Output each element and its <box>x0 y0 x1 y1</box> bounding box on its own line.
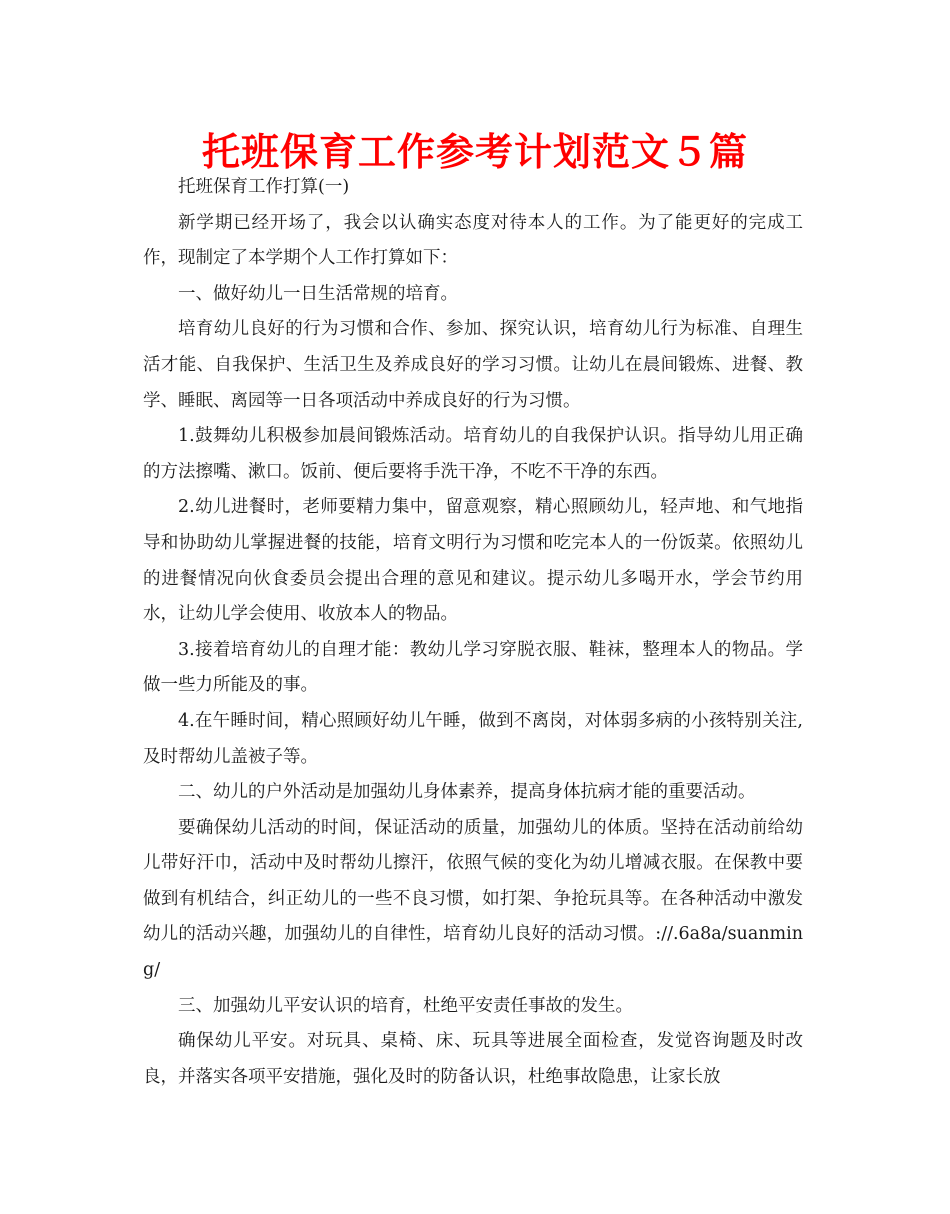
document-body <box>143 170 803 1095</box>
paragraph: 新学期已经开场了，我会以认确实态度对待本人的工作。为了能更好的完成工作，现制定了本学期个人工作打算如下： <box>143 212 803 269</box>
paragraph: 一、做好幼儿一日生活常规的培育。 <box>178 283 458 304</box>
document-title: 托班保育工作参考计划范文５篇 <box>201 130 748 174</box>
paragraph: 托班保育工作打算(一) <box>178 177 350 197</box>
paragraph: 三、加强幼儿平安认识的培育，杜绝平安责任事故的发生。 <box>178 995 633 1016</box>
paragraph: 4.在午睡时间，精心照顾好幼儿午睡，做到不离岗，对体弱多病的小孩特别关注,及时帮幼儿盖被子等。 <box>143 710 803 767</box>
paragraph: 确保幼儿平安。对玩具、桌椅、床、玩具等进展全面检查，发觉咨询题及时改良，并落实各项平安措施，强化及时的防备认识，杜绝事故隐患，让家长放 <box>143 1031 803 1087</box>
paragraph: 培育幼儿良好的行为习惯和合作、参加、探究认识，培育幼儿行为标准、自理生活才能、自我保护、生活卫生及养成良好的学习习惯。让幼儿在晨间锻炼、进餐、教学、睡眠、离园等一日各项活动中养成良好的行为习惯。 <box>143 319 803 411</box>
paragraph: 1.鼓舞幼儿积极参加晨间锻炼活动。培育幼儿的自我保护认识。指导幼儿用正确的方法擦嘴、漱口。饭前、便后要将手洗干净，不吃不干净的东西。 <box>143 426 803 482</box>
paragraph: 二、幼儿的户外活动是加强幼儿身体素养，提高身体抗病才能的重要活动。 <box>178 782 756 803</box>
paragraph: 要确保幼儿活动的时间，保证活动的质量，加强幼儿的体质。坚持在活动前给幼儿带好汗巾，活动中及时帮幼儿擦汗，依照气候的变化为幼儿增减衣服。在保教中要做到有机结合，纠正幼儿的一些不良习惯，如打架、争抢玩具等。在各种活动中激发幼儿的活动兴趣，加强幼儿的自律性，培育幼儿良好的活动习惯。://.6a8a/suanming/ <box>143 817 803 981</box>
paragraph: 3.接着培育幼儿的自理才能：教幼儿学习穿脱衣服、鞋袜，整理本人的物品。学做一些力所能及的事。 <box>143 639 803 696</box>
paragraph: 2.幼儿进餐时，老师要精力集中，留意观察，精心照顾幼儿，轻声地、和气地指导和协助幼儿掌握进餐的技能，培育文明行为习惯和吃完本人的一份饭菜。依照幼儿的进餐情况向伙食委员会提出合理的意见和建议。提示幼儿多喝开水，学会节约用水，让幼儿学会使用、收放本人的物品。 <box>143 497 803 625</box>
